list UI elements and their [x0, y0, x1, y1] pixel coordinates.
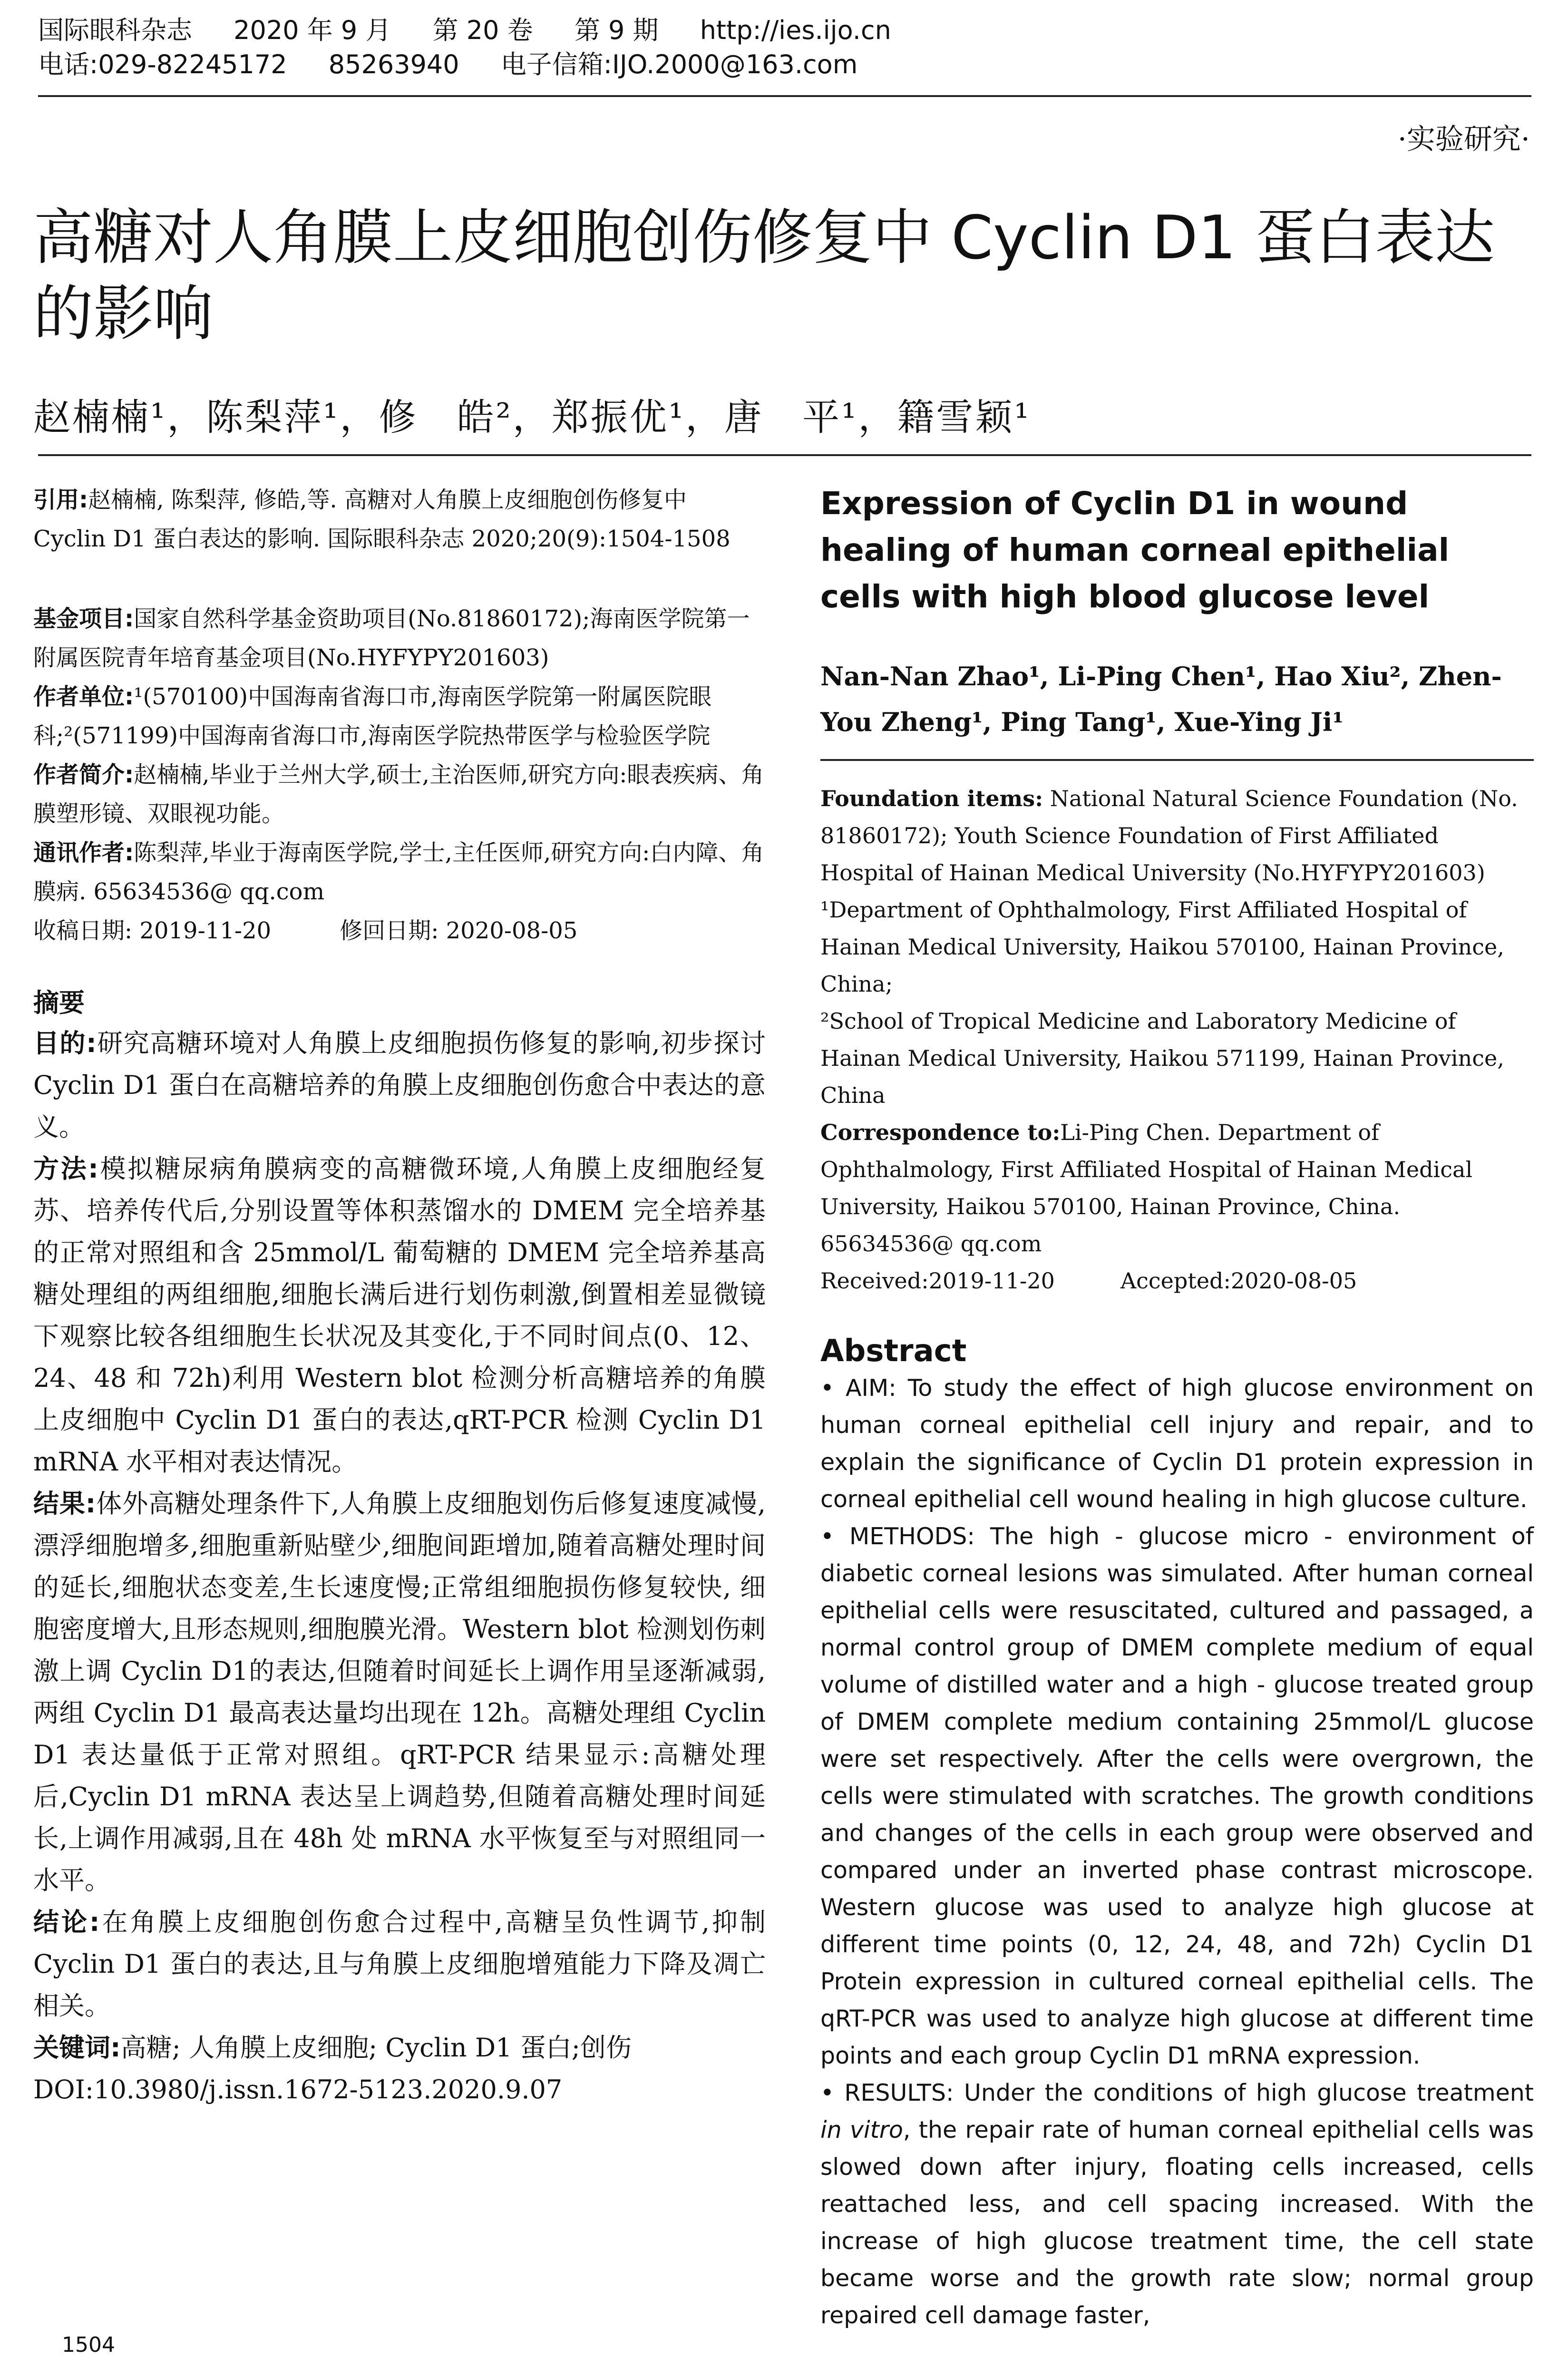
english-methods: • METHODS: The high - glucose micro - environment of diabetic corneal lesions was simulated. After human corneal epithelial cells were resuscitated, cultured and passaged, a normal control group of DMEM complete medium of equal volume of distilled water and a high - glucose treated group of DMEM complete medium containing 25mmol/L glucose were set respectively. After the cells were overgrown, the cells were stimulated with scratches. The growth conditions and changes of the cells in each group were observed and compared under an inverted phase contrast microscope. Western glucose was used to analyze high glucose at different time points (0, 12, 24, 48, and 72h) Cyclin D1 Protein expression in cultured corneal epithelial cells. The qRT-PCR was used to analyze high glucose at different time points and each group Cyclin D1 mRNA expression. [820, 1523, 1534, 2069]
en-corr-text: Li-Ping Chen. Department of Ophthalmology, First Affiliated Hospital of Hainan Medical University, Haikou 570100, Hainan Province, China. 65634536@ qq.com [820, 1120, 1473, 1257]
keywords [33, 2027, 766, 2069]
fund-text: 国家自然科学基金资助项目(No.81860172);海南医学院第一附属医院青年培育基金项目(No.HYFYPY201603) [33, 605, 750, 671]
methods-text: 模拟糖尿病角膜病变的高糖微环境,人角膜上皮细胞经复苏、培养传代后,分别设置等体积蒸馏水的 DMEM 完全培养基的正常对照组和含 25mmol/L 葡萄糖的 DMEM 完全培养基高糖处理组的两组细胞,细胞长满后进行划伤刺激,倒置相差显微镜下观察比较各组细胞生长状况及其变化,于不同时间点(0、12、24、48 和 72h)利用 Western blot 检测分析高糖培养的角膜上皮细胞中 Cyclin D1 蛋白的表达,qRT-PCR 检测 Cyclin D1 mRNA 水平相对表达情况。 [33, 1154, 766, 1477]
revised-date: 修回日期: 2020-08-05 [340, 917, 578, 944]
phone: 电话:029-82245172 [38, 49, 287, 79]
citation-label: 引用: [33, 487, 88, 513]
en-corr-label: Correspondence to: [820, 1120, 1061, 1145]
results-text: 体外高糖处理条件下,人角膜上皮细胞划伤后修复速度减慢,漂浮细胞增多,细胞重新贴壁少,细胞间距增加,随着高糖处理时间的延长,细胞状态变差,生长速度慢;正常组细胞损伤修复较快, 细胞密度增大,且形态规则,细胞膜光滑。Western blot 检测划伤刺激上调 Cyclin D1的表达,但随着时间延长上调作用呈逐渐减弱,两组 Cyclin D1 最高表达量均出现在 12h。高糖处理组 Cyclin D1 表达量低于正常对照组。qRT-PCR 结果显示:高糖处理后,Cyclin D1 mRNA 表达呈上调趋势,但随着高糖处理时间延长,上调作用减弱,且在 48h 处 mRNA 水平恢复至与对照组同一水平。 [33, 1489, 766, 1895]
right-column [820, 480, 1534, 2334]
results-en-a: • RESULTS: Under the conditions of high glucose treatment [820, 2079, 1534, 2106]
foundation-label: Foundation items: [820, 786, 1043, 811]
results-en-italic: in vitro [820, 2116, 903, 2143]
page-number: 1504 [62, 2333, 115, 2357]
dates [33, 911, 766, 950]
aim-label: 目的: [33, 1028, 97, 1058]
results-label: 结果: [33, 1489, 96, 1519]
abstract-heading: 摘要 [33, 988, 85, 1018]
keywords-label: 关键词: [33, 2033, 121, 2063]
unit-label: 作者单位: [33, 683, 134, 710]
fund [33, 599, 766, 677]
abstract-aim [33, 1023, 766, 1148]
phone2: 85263940 [328, 49, 459, 79]
en-received: Received:2019-11-20 [820, 1268, 1055, 1294]
received-date: 收稿日期: 2019-11-20 [33, 917, 272, 944]
volume: 第 20 卷 [432, 15, 533, 45]
methods-label: 方法: [33, 1154, 98, 1184]
fund-label: 基金项目: [33, 605, 134, 632]
author-list: 赵楠楠¹，陈梨萍¹，修 皓²，郑振优¹，唐 平¹，籍雪颖¹ [33, 396, 1031, 439]
abstract-methods [33, 1148, 766, 1483]
running-header [38, 13, 1531, 82]
bio-text: 赵楠楠,毕业于兰州大学,硕士,主治医师,研究方向:眼表疾病、角膜塑形镜、双眼视功能。 [33, 761, 764, 827]
english-aim: • AIM: To study the effect of high glucose environment on human corneal epithelial cell injury and repair, and to explain the significance of Cyclin D1 protein expression in corneal epithelial cell wound healing in high glucose culture. [820, 1374, 1534, 1513]
english-title: Expression of Cyclin D1 in wound healing of human corneal epithelial cells with high blood glucose level [820, 485, 1450, 615]
foundation-text: National Natural Science Foundation (No. 81860172); Youth Science Foundation of First Affiliated Hospital of Hainan Medical University (No.HYFYPY201603) [820, 786, 1518, 886]
title-rule [38, 454, 1531, 456]
corr-label: 通讯作者: [33, 839, 134, 866]
foundation [820, 780, 1534, 891]
bio-label: 作者简介: [33, 761, 134, 788]
corr-text: 陈梨萍,毕业于海南医学院,学士,主任医师,研究方向:白内障、角膜病. 65634536@ qq.com [33, 839, 764, 905]
article-title: 高糖对人角膜上皮细胞创伤修复中 Cyclin D1 蛋白表达的影响 [33, 203, 1495, 349]
citation-text: 赵楠楠, 陈梨萍, 修皓,等. 高糖对人角膜上皮细胞创伤修复中 Cyclin D1 蛋白表达的影响. 国际眼科杂志 2020;20(9):1504-1508 [33, 487, 730, 552]
header-rule [38, 95, 1531, 97]
english-abstract-heading: Abstract [820, 1334, 967, 1369]
unit [33, 677, 766, 755]
correspondence [33, 833, 766, 911]
citation [33, 480, 766, 558]
journal-name: 国际眼科杂志 [38, 15, 192, 45]
unit-text: ¹(570100)中国海南省海口市,海南医学院第一附属医院眼科;²(571199)中国海南省海口市,海南医学院热带医学与检验医学院 [33, 683, 712, 749]
english-authors: Nan-Nan Zhao¹, Li-Ping Chen¹, Hao Xiu², Zhen-You Zheng¹, Ping Tang¹, Xue-Ying Ji¹ [820, 661, 1502, 737]
left-column [33, 480, 766, 2111]
conclusion-label: 结论: [33, 1907, 100, 1937]
english-dates [820, 1262, 1534, 1299]
abstract-conclusion [33, 1901, 766, 2027]
english-rule [820, 759, 1534, 761]
conclusion-text: 在角膜上皮细胞创伤愈合过程中,高糖呈负性调节,抑制 Cyclin D1 蛋白的表达,且与角膜上皮细胞增殖能力下降及凋亡相关。 [33, 1907, 766, 2021]
issue-date: 2020 年 9 月 [234, 15, 391, 45]
abstract-results [33, 1483, 766, 1901]
affiliation-2: ²School of Tropical Medicine and Laboratory Medicine of Hainan Medical University, Haikou 571199, Hainan Province, China [820, 1008, 1504, 1108]
aim-text: 研究高糖环境对人角膜上皮细胞损伤修复的影响,初步探讨 Cyclin D1 蛋白在高糖培养的角膜上皮细胞创伤愈合中表达的意义。 [33, 1028, 766, 1142]
english-correspondence [820, 1114, 1534, 1262]
section-tag: ·实验研究· [1397, 123, 1530, 156]
journal-url[interactable]: http://ies.ijo.cn [700, 15, 891, 45]
keywords-text: 高糖; 人角膜上皮细胞; Cyclin D1 蛋白;创伤 [120, 2033, 632, 2063]
affiliation-1: ¹Department of Ophthalmology, First Affiliated Hospital of Hainan Medical University, Haikou 570100, Hainan Province, China; [820, 897, 1504, 997]
bio [33, 755, 766, 833]
doi[interactable]: DOI:10.3980/j.issn.1672-5123.2020.9.07 [33, 2075, 563, 2104]
issue: 第 9 期 [574, 15, 659, 45]
email[interactable]: 电子信箱:IJO.2000@163.com [500, 49, 858, 79]
english-results [820, 2075, 1534, 2334]
en-accepted: Accepted:2020-08-05 [1120, 1268, 1357, 1294]
results-en-b: , the repair rate of human corneal epithelial cells was slowed down after injury, floating cells increased, cells reattached less, and cell spacing increased. With the increase of high glucose treatment time, the cell state became worse and the growth rate slow; normal group repaired cell damage faster, [820, 2116, 1534, 2329]
